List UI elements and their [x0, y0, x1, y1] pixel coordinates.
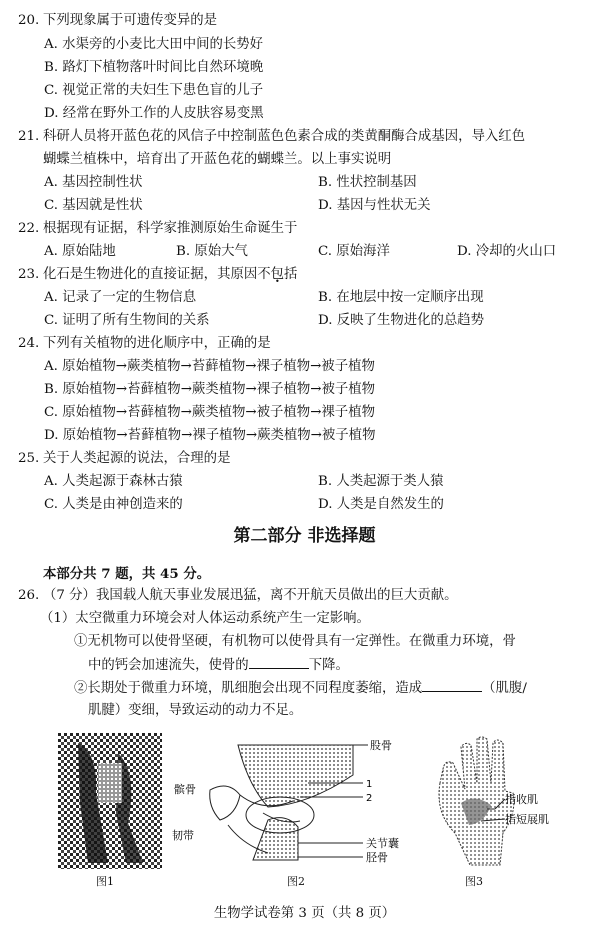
label-capsule: 关节囊	[366, 837, 399, 850]
q24-option-a[interactable]: A. 原始植物→蕨类植物→苔藓植物→裸子植物→被子植物	[44, 359, 375, 374]
q23-option-c[interactable]: C. 证明了所有生物间的关系	[44, 313, 210, 328]
q23-stem: 23. 化石是生物进化的直接证据，其原因不包括	[18, 267, 298, 282]
q25-stem: 25. 关于人类起源的说法，合理的是	[18, 451, 231, 466]
q23-option-a[interactable]: A. 记录了一定的生物信息	[44, 290, 197, 305]
q25-option-b[interactable]: B. 人类起源于类人猿	[318, 474, 444, 489]
figure-2-diagram	[168, 735, 408, 865]
q21-option-d[interactable]: D. 基因与性状无关	[318, 198, 431, 213]
label-femur: 股骨	[370, 739, 392, 752]
q21-stem: 21. 科研人员将开蓝色花的风信子中控制蓝色色素合成的类黄酮酶合成基因，导入红色	[18, 129, 526, 144]
q20-stem: 20. 下列现象属于可遗传变异的是	[18, 13, 218, 28]
figure-1-caption: 图1	[96, 875, 114, 888]
answer-blank-1[interactable]	[249, 656, 309, 669]
q24-option-d[interactable]: D. 原始植物→苔藓植物→裸子植物→蕨类植物→被子植物	[44, 428, 376, 443]
q24-option-b[interactable]: B. 原始植物→苔藓植物→蕨类植物→裸子植物→被子植物	[44, 382, 376, 397]
page-footer: 生物学试卷第 3 页（共 8 页）	[213, 906, 396, 921]
q20-option-d[interactable]: D. 经常在野外工作的人皮肤容易变黑	[44, 106, 264, 121]
answer-blank-2[interactable]	[422, 679, 482, 692]
q20-option-b[interactable]: B. 路灯下植物落叶时间比自然环境晚	[44, 60, 264, 75]
q21-option-c[interactable]: C. 基因就是性状	[44, 198, 143, 213]
q23-option-b[interactable]: B. 在地层中按一定顺序出现	[318, 290, 484, 305]
q26-s2-line2: 肌腱）变细，导致运动的动力不足。	[88, 703, 303, 718]
label-1: 1	[366, 779, 373, 790]
q20-option-a[interactable]: A. 水渠旁的小麦比大田中间的长势好	[44, 37, 264, 52]
q22-stem: 22. 根据现有证据，科学家推测原始生命诞生于	[18, 221, 298, 236]
q26-s1-line1: ①无机物可以使骨坚硬，有机物可以使骨具有一定弹性。在微重力环境，骨	[74, 634, 516, 649]
figure-3-caption: 图3	[465, 875, 483, 888]
q23-emphasis: 不包括	[257, 267, 298, 282]
q24-stem: 24. 下列有关植物的进化顺序中，正确的是	[18, 336, 271, 351]
q21-stem-cont: 蝴蝶兰植株中，培育出了开蓝色花的蝴蝶兰。以上事实说明	[43, 152, 392, 167]
q22-option-a[interactable]: A. 原始陆地	[44, 244, 116, 259]
q26-s1-line2: 中的钙会加速流失，使骨的 下降。	[88, 658, 349, 673]
q21-option-a[interactable]: A. 基因控制性状	[44, 175, 143, 190]
q26-stem: 26. （7 分）我国载人航天事业发展迅猛，离不开航天员做出的巨大贡献。	[18, 588, 458, 603]
q23-option-d[interactable]: D. 反映了生物进化的总趋势	[318, 313, 485, 328]
figure-1-image	[58, 733, 162, 869]
part2-title: 第二部分 非选择题	[233, 526, 376, 546]
q25-option-c[interactable]: C. 人类是由神创造来的	[44, 497, 183, 512]
q20-option-c[interactable]: C. 视觉正常的夫妇生下患色盲的儿子	[44, 83, 264, 98]
q26-sub1: （1）太空微重力环境会对人体运动系统产生一定影响。	[40, 611, 370, 626]
q22-option-d[interactable]: D. 冷却的火山口	[457, 244, 557, 259]
label-extensor: 指短展肌	[505, 813, 549, 826]
q25-option-a[interactable]: A. 人类起源于森林古猿	[44, 474, 183, 489]
q22-option-c[interactable]: C. 原始海洋	[318, 244, 390, 259]
label-2: 2	[366, 793, 373, 804]
figure-2-caption: 图2	[287, 875, 305, 888]
q25-option-d[interactable]: D. 人类是自然发生的	[318, 497, 444, 512]
q21-option-b[interactable]: B. 性状控制基因	[318, 175, 417, 190]
label-patella: 髌骨	[174, 783, 196, 796]
q22-option-b[interactable]: B. 原始大气	[176, 244, 248, 259]
part2-note: 本部分共 7 题，共 45 分。	[43, 566, 211, 582]
q24-option-c[interactable]: C. 原始植物→苔藓植物→蕨类植物→被子植物→裸子植物	[44, 405, 375, 420]
label-ligament: 韧带	[172, 829, 194, 842]
q26-s2-line1: ②长期处于微重力环境，肌细胞会出现不同程度萎缩，造成 （肌腹/	[74, 681, 527, 696]
label-flexor: 指收肌	[505, 793, 538, 806]
figure-3-diagram	[425, 733, 575, 869]
label-tibia: 胫骨	[366, 851, 388, 864]
